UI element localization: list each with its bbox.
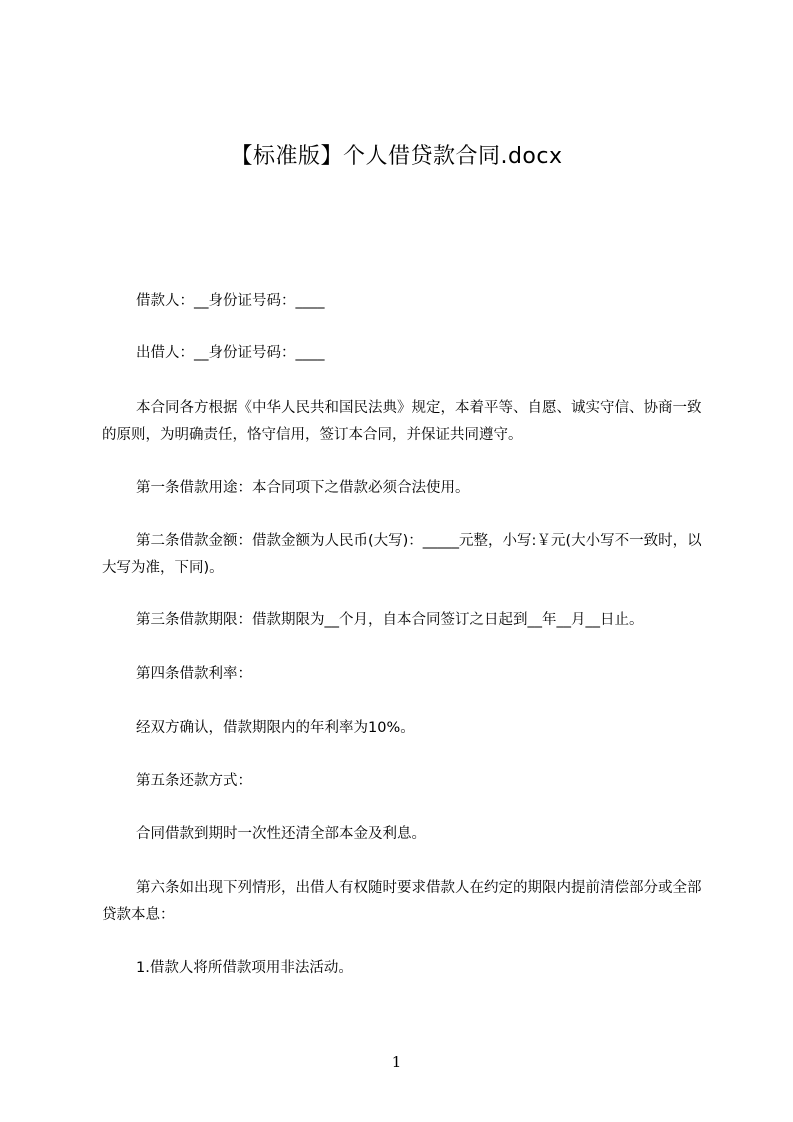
article-4-heading: 第四条借款利率： bbox=[136, 666, 252, 682]
article-5-heading: 第五条还款方式： bbox=[136, 773, 252, 789]
borrower-line: 借款人：__身份证号码：____ bbox=[136, 293, 325, 309]
article-1-paragraph: 第一条借款用途：本合同项下之借款必须合法使用。 bbox=[136, 480, 470, 496]
interest-rate-paragraph: 经双方确认，借款期限内的年利率为10%。 bbox=[136, 720, 415, 736]
preamble-paragraph: 本合同各方根据《中华人民共和国民法典》规定，本着平等、自愿、诚实守信、协商一致的原则，为明确责任，恪守信用，签订本合同，并保证共同遵守。 bbox=[102, 400, 702, 443]
article-2-paragraph: 第二条借款金额：借款金额为人民币(大写)：_____元整，小写:￥元(大小写不一致时，以大写为准，下同)。 bbox=[102, 533, 702, 576]
page-number: 1 bbox=[391, 1053, 402, 1071]
lender-line: 出借人：__身份证号码：____ bbox=[136, 345, 325, 361]
repayment-paragraph: 合同借款到期时一次性还清全部本金及利息。 bbox=[136, 826, 426, 842]
document-title: 【标准版】个人借贷款合同.docx bbox=[230, 144, 563, 169]
article-3-paragraph: 第三条借款期限：借款期限为__个月，自本合同签订之日起到__年__月__日止。 bbox=[136, 612, 644, 628]
clause-1-paragraph: 1.借款人将所借款项用非法活动。 bbox=[136, 960, 353, 976]
article-6-paragraph: 第六条如出现下列情形，出借人有权随时要求借款人在约定的期限内提前清偿部分或全部贷款本息： bbox=[102, 880, 702, 923]
